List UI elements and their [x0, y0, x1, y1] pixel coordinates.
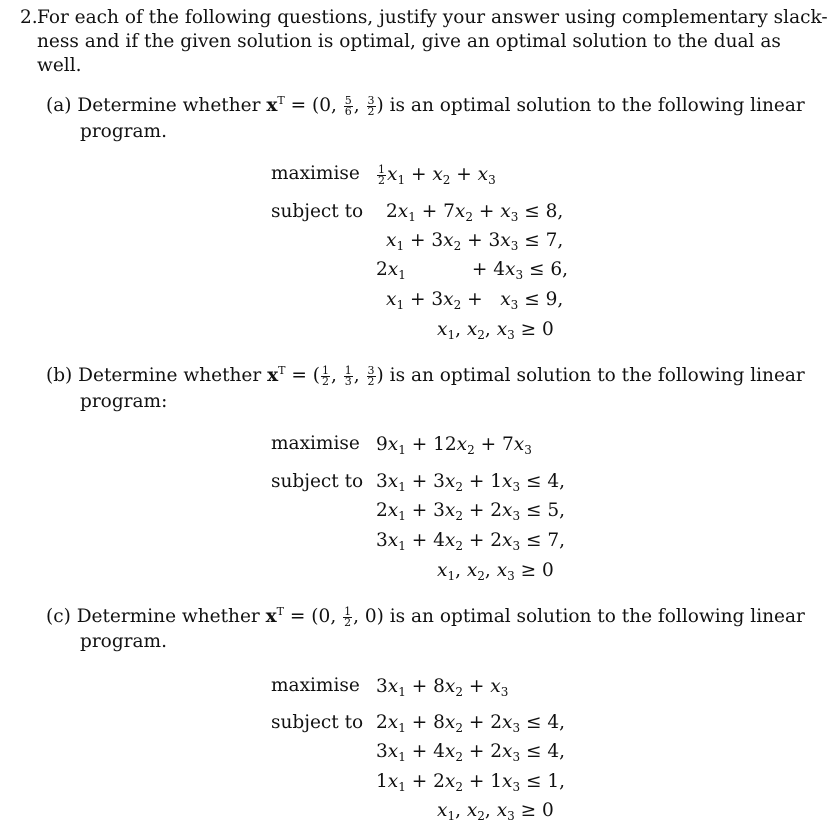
part-c-subject-to-label: subject to — [271, 712, 364, 733]
part-b-subject-to-label: subject to — [271, 471, 364, 492]
part-b-transpose: T — [278, 364, 286, 377]
part-b-vector: x — [267, 365, 279, 386]
part-a-constraint-3: $2x_1 + 4x_3 \le 6$, — [376, 259, 569, 282]
part-c-text-after: is an optimal solution to the following linear — [389, 606, 805, 627]
part-b-nonneg: $x_1$, $x_2$, $x_3 \ge 0$ — [437, 560, 554, 583]
part-c-constraint-3: $1x_1 + 2x_2 + 1x_3 \le 1$, — [376, 771, 566, 794]
part-c-vector: x — [265, 606, 277, 627]
part-b-sol-2: $\frac{1}{3}$ — [344, 363, 352, 388]
part-a-nonneg: $x_1$, $x_2$, $x_3 \ge 0$ — [437, 319, 554, 342]
part-c-constraint-2: $3x_1 + 4x_2 + 2x_3 \le 4$, — [376, 741, 566, 764]
part-a-constraint-1: $2x_1 + 7x_2 + x_3 \le 8$, — [386, 201, 564, 224]
part-c-text-before: Determine whether — [76, 606, 260, 627]
part-a-vector: x — [266, 95, 278, 116]
part-b-text-before: Determine whether — [78, 365, 262, 386]
part-c-equals: = — [289, 606, 306, 627]
part-b-sol-3: $\frac{3}{2}$ — [367, 363, 375, 388]
intro-line-3: well. — [37, 55, 82, 76]
part-c-sol-1: 0 — [318, 606, 331, 627]
part-a-constraint-4: $x_1 + 3x_2 + x_3 \le 9$, — [386, 289, 564, 312]
part-b-constraint-1: $3x_1 + 3x_2 + 1x_3 \le 4$, — [376, 471, 566, 494]
intro-line-1: For each of the following questions, justify your answer using complementary slack- — [37, 7, 828, 28]
part-c-question: (c) Determine whether $x^T = (0$, $\frac{1}{2}$ , 0) is an optimal solution to the following linear — [46, 604, 805, 629]
part-c-sol-2: $\frac{1}{2}$ — [344, 604, 352, 629]
part-b-objective: $9x_1 + 12x_2 + 7x_3$ — [376, 434, 532, 457]
part-a-sol-2: $\frac{5}{6}$ — [344, 93, 352, 118]
part-b-question: (b) Determine whether $x^T$ = ( $\frac{1}{2}$ , $\frac{1}{3}$ , $\frac{3}{2}$ ) is an optimal solution to the following linear — [46, 363, 805, 388]
part-a-maximise-label: maximise — [271, 163, 360, 184]
part-c-objective: $3x_1 + 8x_2 + x_3$ — [376, 676, 509, 699]
part-b-equals: = — [291, 365, 307, 386]
part-a-sol-1: 0 — [319, 95, 331, 116]
part-b-text-after: is an optimal solution to the following linear — [389, 365, 805, 386]
part-a-label: (a) — [46, 95, 72, 116]
part-a-line-2: program. — [80, 121, 167, 142]
part-a-text-after: is an optimal solution to the following linear — [389, 95, 805, 116]
part-a-subject-to-label: subject to — [271, 201, 364, 222]
part-c-nonneg: $x_1$, $x_2$, $x_3 \ge 0$ — [437, 800, 554, 823]
part-c-sol-3: 0 — [364, 606, 377, 627]
part-a-question: (a) Determine whether $x^T = (0$, $\frac{5}{6}$ , $\frac{3}{2}$ ) is an optimal solution to the following linear — [46, 93, 805, 118]
part-c-line-2: program. — [80, 631, 167, 652]
intro-line-2: ness and if the given solution is optimal, give an optimal solution to the dual as — [37, 31, 781, 52]
part-b-label: (b) — [46, 365, 73, 386]
part-c-transpose: T — [276, 605, 285, 618]
part-a-transpose: T — [277, 94, 285, 107]
part-b-sol-1: $\frac{1}{2}$ — [322, 363, 330, 388]
part-a-objective: $\frac{1}{2}$ $x_1 + x_2 + x_3$ — [378, 162, 496, 187]
part-c-constraint-1: $2x_1 + 8x_2 + 2x_3 \le 4$, — [376, 712, 566, 735]
part-c-maximise-label: maximise — [271, 675, 360, 696]
part-b-constraint-3: $3x_1 + 4x_2 + 2x_3 \le 7$, — [376, 530, 566, 553]
part-b-constraint-2: $2x_1 + 3x_2 + 2x_3 \le 5$, — [376, 500, 566, 523]
part-a-constraint-2: $x_1 + 3x_2 + 3x_3 \le 7$, — [386, 230, 564, 253]
part-a-text-before: Determine whether — [77, 95, 261, 116]
part-a-equals: = — [290, 95, 307, 116]
part-c-label: (c) — [46, 606, 71, 627]
part-a-sol-3: $\frac{3}{2}$ — [367, 93, 375, 118]
part-b-maximise-label: maximise — [271, 433, 360, 454]
part-b-line-2: program: — [80, 391, 168, 412]
problem-number: 2. — [20, 7, 38, 28]
